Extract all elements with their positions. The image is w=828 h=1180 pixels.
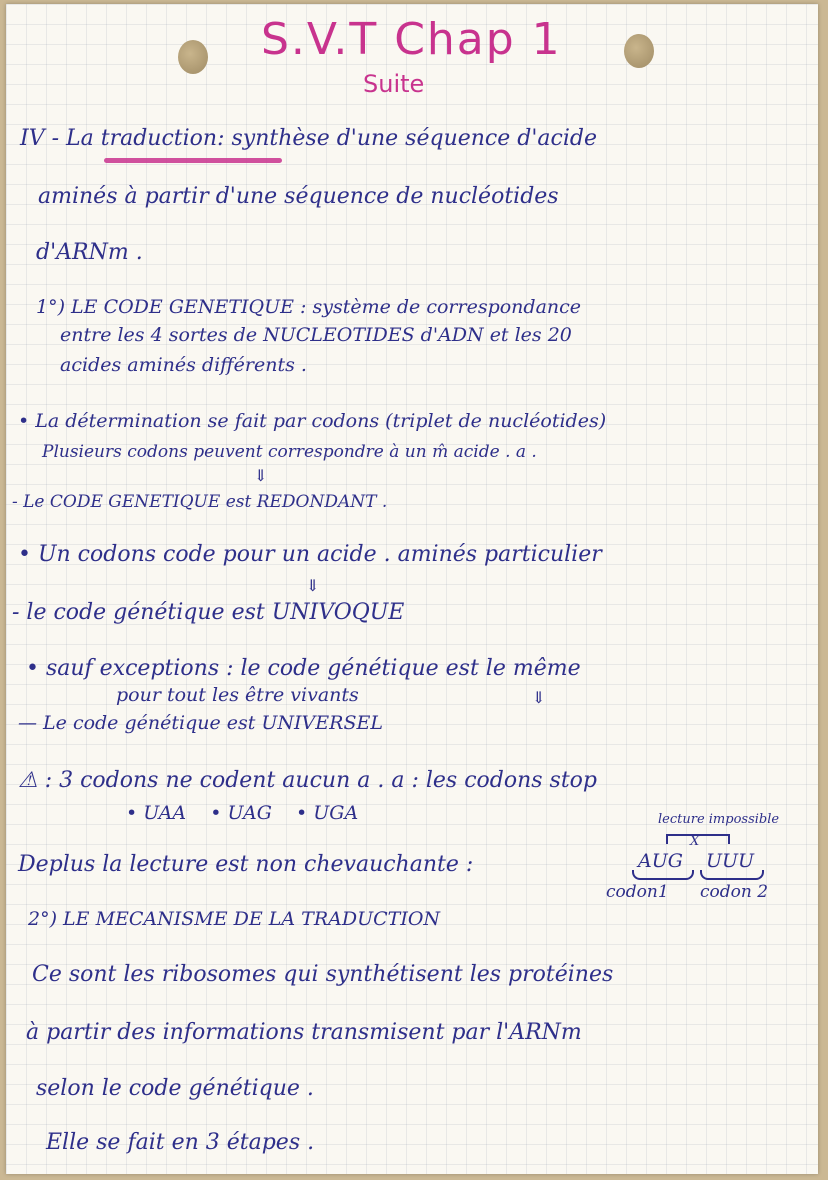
part2-line-1: Ce sont les ribosomes qui synthétisent les protéines (32, 962, 614, 987)
stop-codon: • UAG (210, 802, 272, 824)
stop-codon: • UGA (296, 802, 359, 824)
codon-1-label: codon1 (606, 882, 669, 902)
bullet-determination: • La détermination se fait par codons (triplet de nucléotides) (18, 410, 607, 432)
part2-line-3: selon le code génétique . (36, 1076, 314, 1101)
part2-line-2: à partir des informations transmisent par l'ARNm (26, 1020, 582, 1045)
section-line-3: d'ARNm . (36, 240, 143, 265)
cross-icon: X (690, 834, 700, 849)
page-subtitle: Suite (363, 70, 425, 98)
section-heading (20, 126, 597, 151)
codon-2: UUU (706, 850, 755, 872)
conclusion-universel: — Le code génétique est UNIVERSEL (18, 712, 383, 734)
binder-hole-right (624, 34, 654, 68)
annotation-lecture-impossible: lecture impossible (658, 812, 780, 827)
binder-hole-left (178, 40, 208, 74)
part1-line-2: entre les 4 sortes de NUCLEOTIDES d'ADN et les 20 (60, 324, 572, 346)
stop-codon: • UAA (126, 802, 187, 824)
section-number: IV - (20, 126, 60, 151)
implies-arrow-icon: ⇓ (532, 688, 546, 707)
part2-heading: 2°) LE MECANISME DE LA TRADUCTION (28, 908, 441, 930)
bullet-exceptions: • sauf exceptions : le code génétique est le même (26, 656, 581, 681)
notebook-page (6, 4, 818, 1174)
warning-stop-codons: ⚠ : 3 codons ne codent aucun a . a : les codons stop (18, 768, 598, 793)
bullet-codon-particulier: • Un codons code pour un acide . aminés particulier (18, 542, 602, 567)
section-definition: : synthèse d'une séquence d'acide (217, 126, 597, 151)
title-underline (104, 158, 282, 163)
codon-1: AUG (638, 850, 683, 872)
codon-1-brace (632, 870, 694, 880)
section-title: La traduction (66, 126, 218, 151)
bullet-exceptions-cont: pour tout les être vivants (116, 684, 359, 706)
part1-heading: 1°) LE CODE GENETIQUE : système de correspondance (36, 296, 582, 318)
bullet-determination-cont: Plusieurs codons peuvent correspondre à un m̂ acide . a . (42, 442, 537, 462)
conclusion-univoque: - le code génétique est UNIVOQUE (12, 600, 405, 625)
stop-codon-list (126, 802, 358, 824)
page-title: S.V.T Chap 1 (261, 14, 562, 65)
section-line-2: aminés à partir d'une séquence de nucléotides (38, 184, 559, 209)
part1-line-3: acides aminés différents . (60, 354, 307, 376)
codon-2-brace (700, 870, 764, 880)
codon-2-label: codon 2 (700, 882, 769, 902)
part2-line-4: Elle se fait en 3 étapes . (46, 1130, 315, 1155)
implies-arrow-icon: ⇓ (254, 466, 268, 485)
implies-arrow-icon: ⇓ (306, 576, 320, 595)
reading-statement: Deplus la lecture est non chevauchante : (18, 852, 474, 877)
conclusion-redondant: - Le CODE GENETIQUE est REDONDANT . (12, 492, 388, 512)
